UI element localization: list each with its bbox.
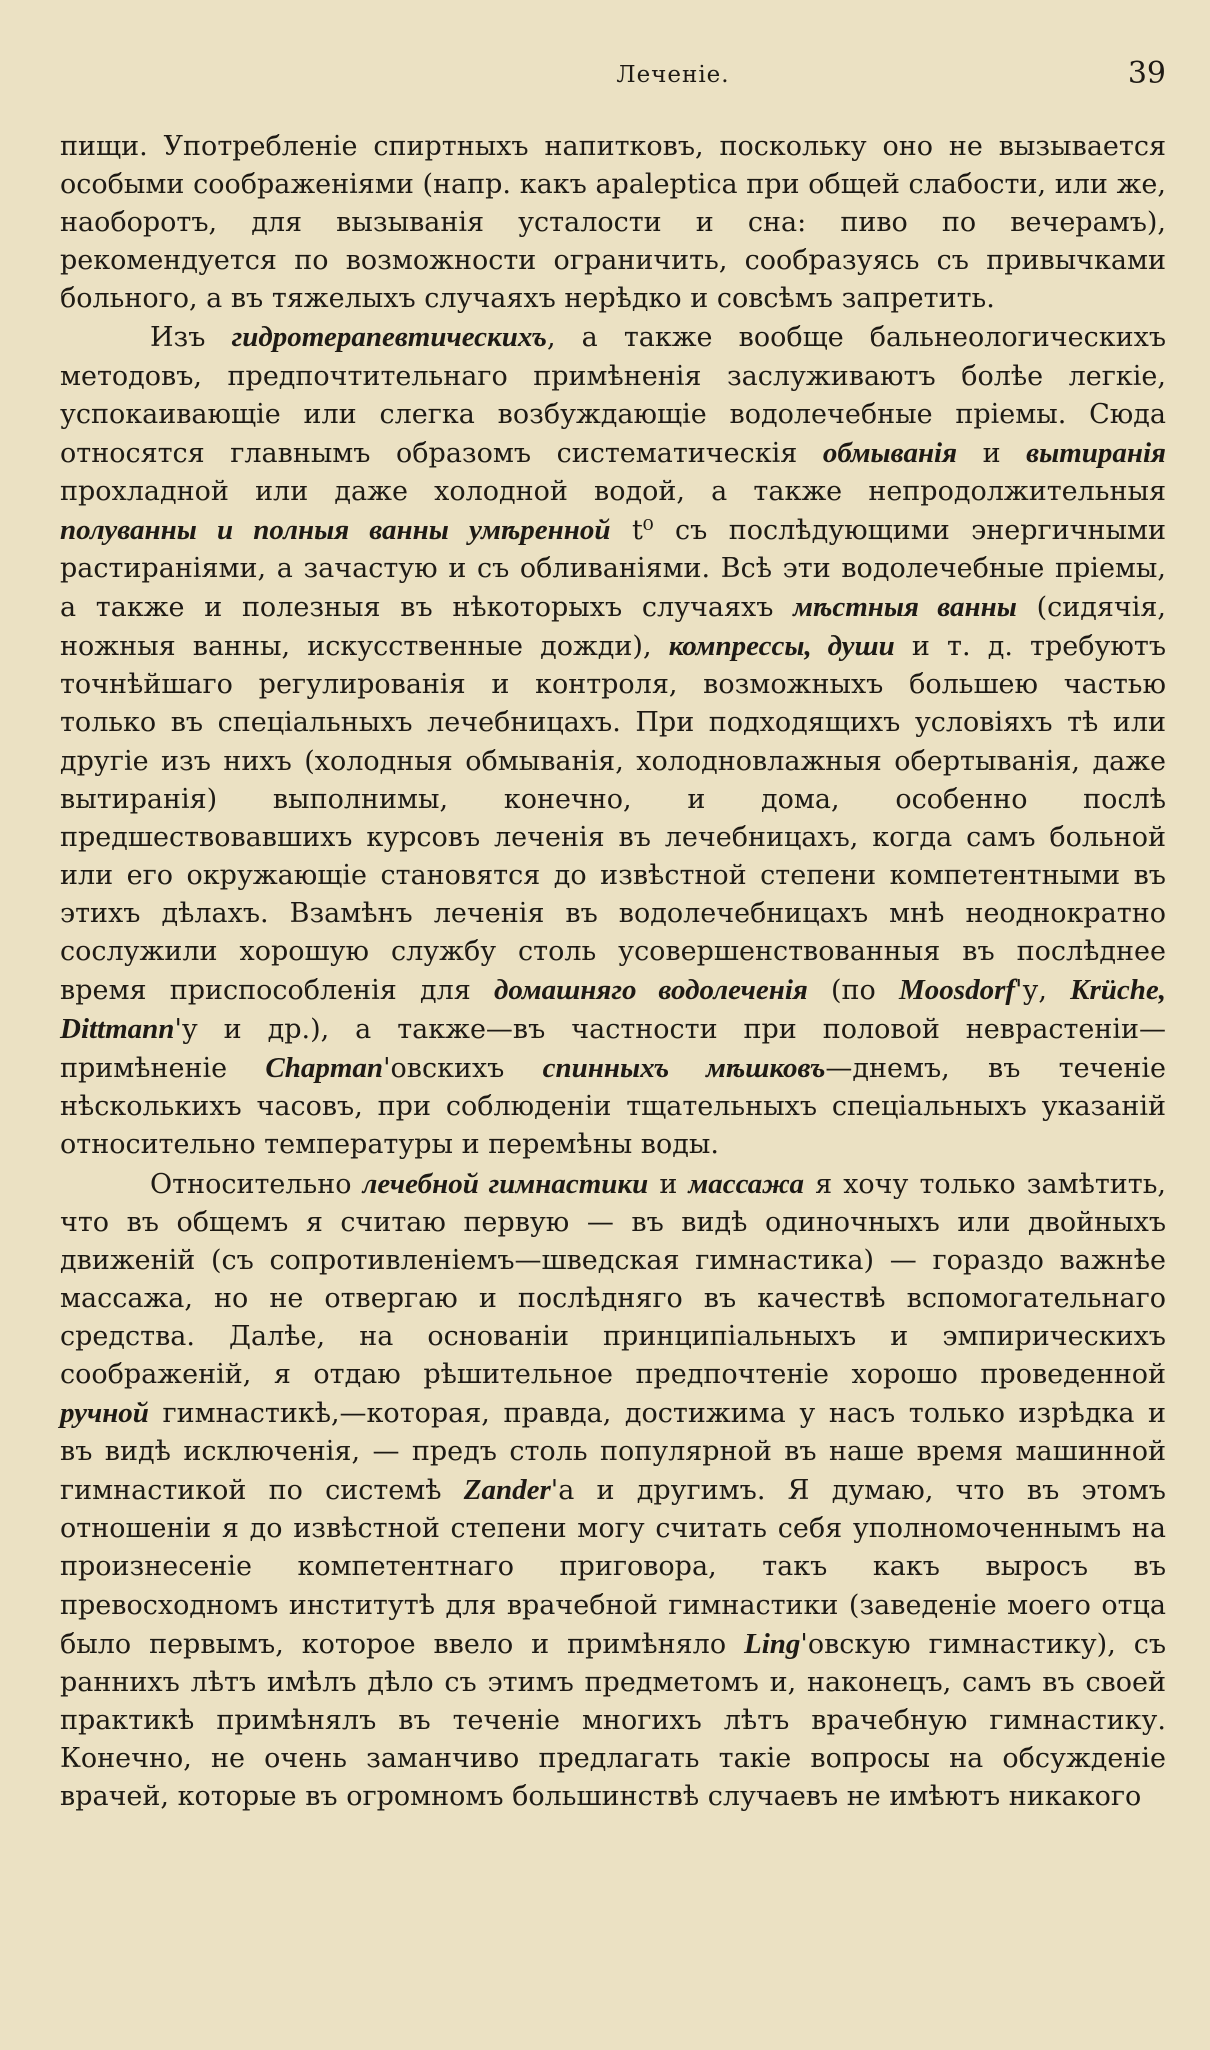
page-header	[60, 56, 1166, 102]
text-segment: (по	[807, 975, 900, 1007]
emphasized-text: Ling	[744, 1627, 801, 1660]
text-segment: и	[957, 437, 1027, 469]
emphasized-text: спинныхъ мѣшковъ	[542, 1052, 826, 1085]
emphasized-text: вытиранія	[1026, 436, 1166, 469]
text-segment: 'овскую гимнастику), съ раннихъ лѣтъ имѣлъ дѣло съ этимъ предметомъ и, наконецъ, самъ въ своей практикѣ примѣнялъ въ теченіе многихъ лѣтъ врачебную гимнастику. Конечно, не очень заманчиво предлагать такіе вопросы на обсужденіе врачей, которые въ огромномъ большинствѣ случаевъ не имѣютъ никакого	[60, 1628, 1166, 1813]
text-segment: Относительно	[150, 1168, 363, 1200]
paragraph	[60, 318, 1166, 1164]
text-segment: и т. д. требуютъ точнѣйшаго регулированія и контроля, возможныхъ большею частью только въ спеціальныхъ лечебницахъ. При подходящихъ условіяхъ тѣ или другіе изъ нихъ (холодныя обмыванія, холодновлажныя обертыванія, даже вытиранія) выполнимы, конечно, и дома, особенно послѣ предшествовавшихъ курсовъ леченія въ лечебницахъ, когда самъ больной или его окружающіе становятся до извѣстной степени компетентными въ этихъ дѣлахъ. Взамѣнъ леченія въ водолечебницахъ мнѣ неоднократно сослужили хорошую службу столь усовершенствованныя въ послѣднее время приспособленія для	[60, 631, 1167, 1007]
text-segment: 'а и другимъ. Я думаю, что въ этомъ отношеніи я до извѣстной степени могу считать себя уполномоченнымъ на произнесеніе компетентнаго приговора, такъ какъ выросъ въ превосходномъ институтѣ для врачебной гимнастики (заведеніе моего отца было первымъ, которое ввело и примѣняло	[60, 1475, 1166, 1660]
text-segment: пищи. Употребленіе спиртныхъ напитковъ, поскольку оно не вызывается особыми соображеніями (напр. какъ apaleptica при общей слабости, или же, наоборотъ, для вызыванія усталости и сна: пиво по вечерамъ), рекомендуется по возможности ограничить, сообразуясь съ привычками больного, а въ тяжелыхъ случаяхъ нерѣдко и совсѣмъ запретить.	[60, 131, 1166, 315]
text-segment: прохладной или даже холодной водой, а также непродолжительныя	[60, 475, 1166, 507]
emphasized-text: полуванны и полныя ванны умѣренной	[60, 513, 611, 546]
emphasized-text: домашняго водолеченія	[493, 974, 808, 1007]
emphasized-text: ручной	[60, 1397, 149, 1430]
text-segment: гимнастикѣ,—которая, правда, достижима у насъ только изрѣдка и въ видѣ исключенія, — предъ столь популярной въ наше время машинной гимнастикой по системѣ	[60, 1398, 1166, 1507]
text-segment: —днемъ, въ теченіе нѣсколькихъ часовъ, при соблюденіи тщательныхъ спеціальныхъ указаній относительно температуры и перемѣны воды.	[60, 1053, 1166, 1161]
emphasized-text: Zander	[463, 1474, 551, 1507]
paragraph	[60, 1165, 1166, 1817]
emphasized-text: мѣстныя ванны	[793, 591, 1017, 624]
text-segment: (сидячія, ножныя ванны, искусственные дожди),	[60, 592, 1166, 663]
text-segment: я хочу только замѣтить, что въ общемъ я считаю первую — въ видѣ одиночныхъ или двойныхъ движеній (съ сопротивленіемъ—шведская гимнастика) — гораздо важнѣе массажа, но не отвергаю и послѣдняго въ качествѣ вспомогательнаго средства. Далѣе, на основаніи принципіальныхъ и эмпирическихъ соображеній, я отдаю рѣшительное предпочтеніе хорошо проведенной	[60, 1168, 1167, 1390]
paragraph	[60, 128, 1166, 318]
emphasized-text: компрессы, души	[668, 630, 895, 663]
body-text	[60, 128, 1166, 1816]
text-segment: t⁰ съ послѣдующими энергичными растираніями, а зачастую и съ обливаніями. Всѣ эти водолечебные пріемы, а также и полезныя въ нѣкоторыхъ случаяхъ	[60, 514, 1166, 624]
text-segment: Изъ	[150, 322, 232, 354]
running-head: Леченіе.	[616, 62, 730, 88]
emphasized-text: гидротерапевтическихъ	[231, 321, 547, 354]
emphasized-text: Moosdorf	[899, 974, 1016, 1007]
emphasized-text: обмыванія	[822, 436, 958, 469]
emphasized-text: Krüche, Dittmann	[60, 974, 1167, 1046]
text-segment: , а также вообще бальнеологическихъ методовъ, предпочтительнаго примѣненія заслуживаютъ болѣе легкіе, успокаивающіе или слегка возбуждающіе водолечебные пріемы. Сюда относятся главнымъ образомъ систематическія	[60, 322, 1166, 469]
text-segment: и	[648, 1168, 689, 1200]
text-segment: 'у,	[1015, 975, 1071, 1007]
text-segment: 'овскихъ	[383, 1053, 543, 1085]
emphasized-text: лечебной гимнастики	[362, 1167, 649, 1200]
emphasized-text: массажа	[688, 1167, 805, 1200]
page-number: 39	[1127, 56, 1166, 91]
emphasized-text: Chapman	[265, 1052, 384, 1085]
text-segment: 'у и др.), а также—въ частности при половой неврастеніи—примѣненіе	[60, 1014, 1166, 1085]
